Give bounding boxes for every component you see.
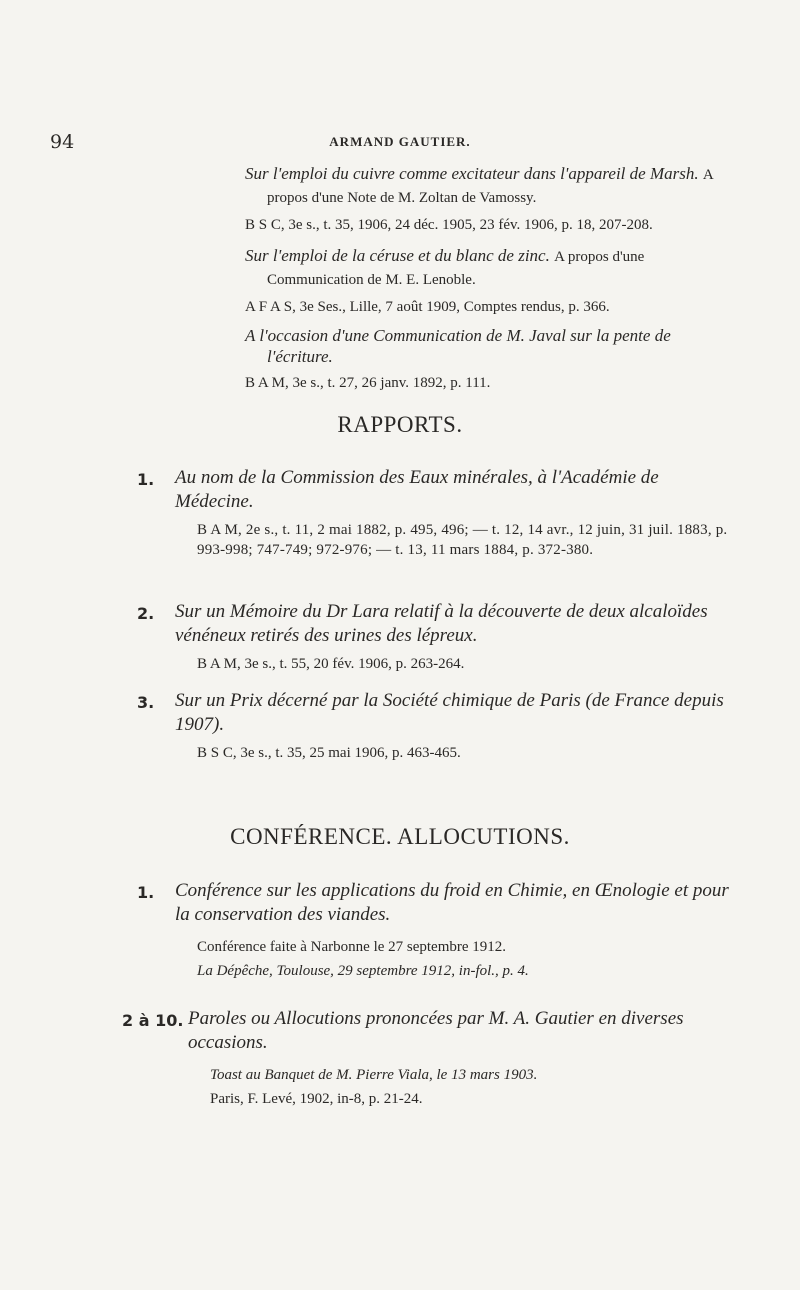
item-title: Sur un Prix décerné par la Société chimique de Paris (de France depuis 1907). xyxy=(175,690,724,735)
running-head: ARMAND GAUTIER. xyxy=(329,134,471,149)
conference-item-2-10 xyxy=(188,1007,735,1109)
item-reference-line: Conférence faite à Narbonne le 27 septembre 1912. xyxy=(197,939,507,955)
entry-reference: A F A S, 3e Ses., Lille, 7 août 1909, Comptes rendus, p. 366. xyxy=(245,299,610,315)
item-reference-line: Toast au Banquet de M. Pierre Viala, le 13 mars 1903. xyxy=(210,1067,538,1083)
item-number: 2 à 10. xyxy=(122,1011,184,1030)
item-number: 2. xyxy=(137,604,155,623)
entry-title-italic: Sur l'emploi de la céruse et du blanc de zinc. xyxy=(245,246,550,265)
item-reference-line: La Dépêche, Toulouse, 29 septembre 1912, in-fol., p. 4. xyxy=(197,963,529,979)
page-number: 94 xyxy=(50,131,75,153)
item-reference-line: Paris, F. Levé, 1902, in-8, p. 21-24. xyxy=(210,1091,423,1107)
section-heading-rapports: RAPPORTS. xyxy=(337,412,463,437)
rapport-item-2 xyxy=(175,600,735,674)
item-reference: B A M, 3e s., t. 55, 20 fév. 1906, p. 263-264. xyxy=(197,656,465,672)
item-title: Conférence sur les applications du froid en Chimie, en Œnologie et pour la conservation des viandes. xyxy=(175,880,729,925)
section-heading-conference: CONFÉRENCE. ALLOCUTIONS. xyxy=(230,824,570,849)
item-number: 1. xyxy=(137,883,155,902)
entry-reference: B S C, 3e s., t. 35, 1906, 24 déc. 1905, 23 fév. 1906, p. 18, 207-208. xyxy=(245,217,653,233)
rapport-item-3 xyxy=(175,689,735,763)
entry-javal xyxy=(245,325,725,393)
entry-title xyxy=(245,245,725,291)
item-title: Sur un Mémoire du Dr Lara relatif à la découverte de deux alcaloïdes vénéneux retirés des urines des lépreux. xyxy=(175,601,708,646)
item-number: 1. xyxy=(137,470,155,489)
item-title: Au nom de la Commission des Eaux minérales, à l'Académie de Médecine. xyxy=(175,467,659,512)
conference-item-1 xyxy=(175,879,735,981)
item-number: 3. xyxy=(137,693,155,712)
entry-reference: B A M, 3e s., t. 27, 26 janv. 1892, p. 111. xyxy=(245,375,491,391)
item-reference: B A M, 2e s., t. 11, 2 mai 1882, p. 495, 496; — t. 12, 14 avr., 12 juin, 31 juil. 1883, p. 993-998; 747-749; 972-976; — t. 13, 11 mars 1884, p. 372-380. xyxy=(197,522,728,558)
rapport-item-1 xyxy=(175,466,735,560)
item-title: Paroles ou Allocutions prononcées par M. A. Gautier en diverses occasions. xyxy=(188,1008,684,1053)
entry-cuivre xyxy=(245,163,725,235)
entry-title: A l'occasion d'une Communication de M. Javal sur la pente de l'écriture. xyxy=(245,326,671,366)
entry-title-rest: A propos d'une Communication de M. E. Lenoble. xyxy=(267,249,645,288)
entry-title-rest: A propos d'une Note de M. Zoltan de Vamossy. xyxy=(267,167,713,206)
entry-title xyxy=(245,163,725,209)
entry-title-italic: Sur l'emploi du cuivre comme excitateur dans l'appareil de Marsh. xyxy=(245,164,699,183)
entry-ceruse xyxy=(245,245,725,317)
item-reference: B S C, 3e s., t. 35, 25 mai 1906, p. 463-465. xyxy=(197,745,461,761)
